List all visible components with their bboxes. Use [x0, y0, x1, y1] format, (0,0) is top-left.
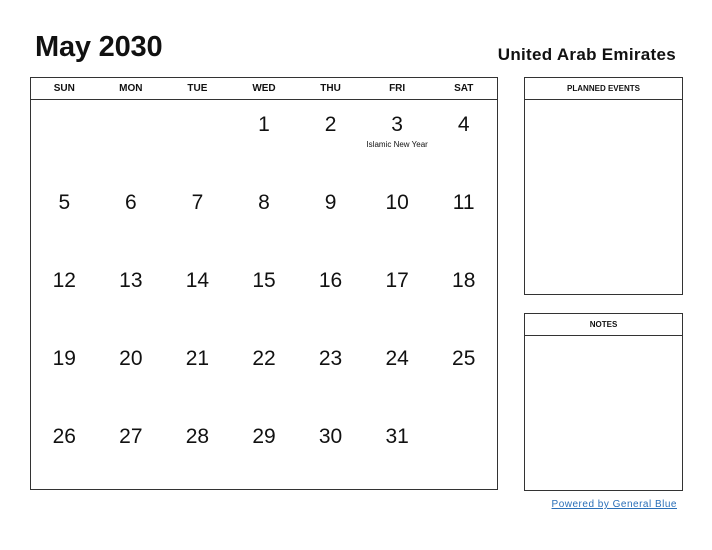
weekday-label-sun: SUN: [53, 83, 75, 94]
day-cell: [98, 425, 165, 503]
day-cell: [430, 191, 497, 269]
day-number: 22: [252, 347, 276, 370]
notes-header: NOTES: [525, 314, 682, 336]
day-number: 18: [452, 269, 476, 292]
day-number: 21: [185, 347, 210, 370]
day-cell: [164, 347, 231, 425]
weekday-label-mon: MON: [119, 83, 143, 94]
weekday-label-fri: FRI: [389, 83, 406, 94]
day-cell: [364, 269, 431, 347]
day-cell: [231, 425, 298, 503]
page-title: May 2030: [35, 31, 163, 63]
day-number: 25: [452, 347, 476, 370]
day-number: 16: [318, 269, 343, 292]
planned-events-header: PLANNED EVENTS: [525, 78, 682, 100]
empty-day-cell: [430, 425, 497, 503]
day-number: 29: [252, 425, 276, 448]
empty-day-cell: [31, 113, 98, 191]
day-cell: [430, 347, 497, 425]
weekday-label-wed: WED: [252, 83, 276, 94]
day-cell: [297, 347, 364, 425]
day-number: 31: [385, 425, 409, 448]
day-cell: [98, 269, 165, 347]
day-cell: [297, 269, 364, 347]
day-number: 3: [391, 113, 403, 136]
day-number: 27: [119, 425, 143, 448]
day-number: 20: [119, 347, 143, 370]
day-number: 8: [258, 191, 270, 214]
calendar-grid: [30, 77, 498, 490]
day-cell: [231, 269, 298, 347]
day-number: 5: [58, 191, 71, 214]
notes-panel: [524, 313, 683, 491]
day-cell: [164, 191, 231, 269]
empty-day-cell: [164, 113, 231, 191]
day-number: 17: [385, 269, 409, 292]
day-number: 14: [185, 269, 210, 292]
day-number: 30: [318, 425, 343, 448]
day-number: 9: [324, 191, 337, 214]
day-cell: [31, 347, 98, 425]
day-cell: [98, 191, 165, 269]
day-number: 28: [185, 425, 210, 448]
day-number: 10: [385, 191, 409, 214]
day-cell: [364, 191, 431, 269]
powered-by-link[interactable]: Powered by General Blue: [551, 499, 677, 510]
weekday-header-row: [31, 78, 497, 100]
day-number: 24: [385, 347, 409, 370]
day-cell: [231, 113, 298, 191]
day-cell: [31, 425, 98, 503]
weekday-label-sat: SAT: [454, 83, 474, 94]
day-number: 13: [119, 269, 143, 292]
day-number: 15: [252, 269, 276, 292]
day-number: 1: [258, 113, 270, 136]
calendar-weeks: [31, 113, 497, 503]
day-cell: [364, 113, 431, 191]
day-number: 26: [52, 425, 76, 448]
day-cell: [297, 425, 364, 503]
day-cell: [98, 347, 165, 425]
day-cell: [164, 425, 231, 503]
weekday-label-tue: TUE: [187, 83, 208, 94]
day-cell: [31, 191, 98, 269]
day-cell: [164, 269, 231, 347]
day-number: 6: [125, 191, 137, 214]
day-cell: [297, 191, 364, 269]
day-number: 19: [52, 347, 76, 370]
day-number: 2: [324, 113, 337, 136]
day-cell: [430, 269, 497, 347]
weekday-label-thu: THU: [320, 83, 341, 94]
day-cell: [364, 425, 431, 503]
holiday-label: Islamic New Year: [366, 140, 428, 149]
day-number: 7: [191, 191, 204, 214]
country-label: United Arab Emirates: [497, 45, 676, 64]
day-cell: [31, 269, 98, 347]
day-cell: [231, 347, 298, 425]
day-number: 23: [318, 347, 343, 370]
day-number: 11: [452, 191, 475, 214]
day-cell: [297, 113, 364, 191]
day-number: 4: [457, 113, 470, 136]
planned-events-panel: [524, 77, 683, 295]
day-cell: [364, 347, 431, 425]
day-number: 12: [52, 269, 76, 292]
day-cell: [430, 113, 497, 191]
day-cell: [231, 191, 298, 269]
empty-day-cell: [98, 113, 165, 191]
